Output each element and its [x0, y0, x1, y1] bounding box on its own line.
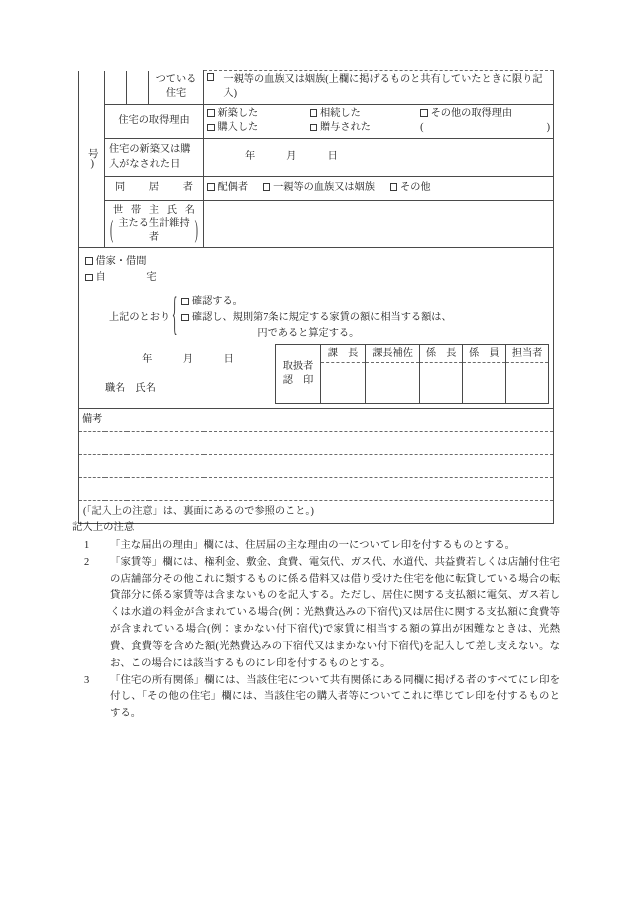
seal-title-line1: 取扱者: [282, 361, 314, 373]
confirm-option-1[interactable]: [181, 294, 451, 310]
confirm-line3-label: 円であると算定する。: [257, 327, 360, 339]
date-month-label: 月: [286, 151, 297, 163]
householder-sub-label: 主たる生計維持者: [118, 218, 190, 243]
seal-title-line2: 認 印: [282, 374, 314, 386]
table-row-acquisition-reason: [79, 104, 554, 139]
table-row-owned-residence: [79, 71, 554, 105]
checkbox-cohabitant-relative[interactable]: [263, 183, 271, 191]
seal-cell-person-in-charge[interactable]: [506, 363, 549, 404]
seal-cell-staff[interactable]: [463, 363, 506, 404]
checkbox-rental-house[interactable]: [85, 257, 93, 265]
other-reason-free-text[interactable]: [420, 121, 550, 136]
option-label-cohabitant-other: その他: [400, 181, 431, 193]
note-number-1: 1: [84, 539, 90, 551]
brace-glyph: {: [171, 290, 178, 342]
declaration-name-line[interactable]: 職名 氏名: [105, 383, 156, 395]
cohabitant-label: 同 居 者: [105, 176, 204, 200]
declaration-cell: [79, 247, 554, 408]
ownership-option-own[interactable]: [85, 270, 549, 285]
checkbox-own-house[interactable]: [85, 274, 93, 282]
note-text-2: 「家賃等」欄には、権利金、敷金、食費、電気代、ガス代、水道代、共益費若しくは店舗付住宅の店舗部分その他これに類するものに係る借料又は借り受けた住宅を他に転貸している場合の転貸部分に係る家賃等は含まないものを記入する。ただし、居住に関する支払額に電気、ガス若しくは水道の料金が含まれている場合(例：光熱費込みの下宿代)又は居住に関する支払額に食費等が含まれている場合(例：まかない付下宿代)で家賃に相当する額の算出が困難なときは、光熱費、食費等を含めた額(光熱費込みの下宿代又はまかない付下宿代)を記入して差し支えない。なお、この場合には該当するものにレ印を付するものとする。: [110, 556, 560, 669]
checkbox-inherited[interactable]: [310, 109, 318, 117]
checkbox-cohabitant-other[interactable]: [390, 183, 398, 191]
cohabitant-options-cell: [204, 176, 554, 200]
note-number-3: 3: [84, 674, 90, 686]
confirm-line2-label: 確認し、規則第7条に規定する家賃の額に相当する額は、: [191, 312, 452, 324]
owned-residence-option-cell: [204, 71, 554, 105]
spacer-col-1: [105, 71, 127, 105]
checkbox-gifted[interactable]: [310, 124, 318, 132]
note-text-1: 「主な届出の理由」欄には、住居届の主な理由の一についてレ印を付するものとする。: [110, 539, 516, 551]
note-text-3: 「住宅の所有関係」欄には、当該住宅について共有関係にある同欄に掲げる者のすべてにレ印を付し、「その他の住宅」欄には、当該住宅の購入者等についてこれに準じてレ印を付するものとする。: [110, 674, 560, 720]
seal-cell-section-chief[interactable]: [321, 363, 366, 404]
confirmation-block: [109, 290, 549, 342]
acquisition-date-label: 住宅の新築又は購入がなされた日: [105, 139, 204, 177]
acquisition-reason-options-cell: [204, 104, 554, 139]
paren-close: ): [546, 122, 550, 134]
checkbox-confirm-rent-amount[interactable]: [181, 314, 189, 322]
checkbox-newly-built[interactable]: [207, 109, 215, 117]
seal-cell-unit-chief[interactable]: [420, 363, 463, 404]
decl-date-day-label: 日: [223, 353, 234, 365]
seal-header-row: [276, 344, 549, 362]
date-day-label: 日: [327, 151, 338, 163]
householder-label: 世 帯 主 氏 名: [113, 204, 195, 216]
continued-fragment-label: 号): [86, 147, 98, 170]
table-row-remarks-line-1: [79, 432, 554, 455]
table-row-remarks-line-3: [79, 478, 554, 501]
seal-col-header-unit-chief: 係 長: [420, 344, 463, 362]
confirm-option-2[interactable]: [181, 310, 451, 326]
paren-open: (: [420, 122, 424, 134]
notification-form-table: [78, 70, 553, 524]
confirmation-lines: [181, 294, 451, 341]
table-row-remarks-line-2: [79, 455, 554, 478]
table-row-declaration: [79, 247, 554, 408]
seal-col-header-staff: 係 員: [463, 344, 506, 362]
checkbox-confirm-simple[interactable]: [181, 298, 189, 306]
householder-label-cell: [105, 200, 204, 247]
seal-col-header-person-in-charge: 担当者: [506, 344, 549, 362]
option-label-other-reason: その他の取得理由: [430, 107, 513, 119]
checkbox-other-reason[interactable]: [420, 109, 428, 117]
remarks-input-line-2[interactable]: [79, 455, 554, 478]
option-label-gifted: 贈与された: [320, 122, 371, 134]
confirm-line3: [181, 326, 451, 342]
seal-title-cell: [276, 344, 321, 403]
remarks-label: 備考: [79, 409, 554, 432]
note-item-2: [84, 555, 560, 673]
footer-notice: (「記入上の注意」は、裏面にあるので参照のこと。): [79, 501, 554, 524]
owned-residence-label: つている住宅: [149, 71, 204, 105]
option-label-own-house: 自 宅: [95, 272, 157, 284]
table-row-householder: [79, 200, 554, 247]
spacer-col-2: [127, 71, 149, 105]
option-label-purchased: 購入した: [217, 122, 259, 134]
approval-seal-table: [275, 344, 549, 404]
brace-left-glyph: (: [110, 216, 114, 245]
option-label-inherited: 相続した: [320, 107, 361, 119]
table-row-remarks-label: [79, 409, 554, 432]
option-label-relative: 一親等の血族又は姻族: [273, 181, 375, 193]
option-label-rental-house: 借家・借間: [95, 255, 147, 267]
acquisition-date-value-cell[interactable]: [204, 139, 554, 177]
form-grid: [78, 70, 554, 524]
table-row-acquisition-date: [79, 139, 554, 177]
checkbox-cohabitant-spouse[interactable]: [207, 183, 215, 191]
householder-name-input[interactable]: [204, 200, 554, 247]
date-year-label: 年: [245, 151, 256, 163]
checkbox-purchased[interactable]: [207, 124, 215, 132]
ownership-options: [85, 254, 549, 286]
option-label-spouse: 配偶者: [217, 181, 249, 193]
ownership-option-rental[interactable]: [85, 254, 549, 269]
checkbox-owned-residence-relative[interactable]: [207, 73, 214, 81]
confirm-line1-label: 確認する。: [191, 296, 243, 308]
acquisition-reason-label: 住宅の取得理由: [105, 104, 204, 139]
declaration-date-line[interactable]: [83, 352, 275, 367]
decl-date-month-label: 月: [182, 353, 194, 365]
acquisition-reason-options-line2: [207, 121, 550, 136]
continued-fragment-cell: [79, 71, 105, 248]
remarks-input-line-3[interactable]: [79, 478, 554, 501]
signature-area: [83, 344, 275, 404]
option-label-newly-built: 新築した: [217, 107, 259, 119]
note-item-1: [84, 538, 560, 555]
brace-right-glyph: ): [194, 216, 198, 245]
note-number-2: 2: [84, 556, 90, 568]
seal-cell-deputy-chief[interactable]: [366, 363, 420, 404]
filling-instructions-section: [68, 520, 560, 723]
owned-residence-option-label: 一親等の血族又は姻族(上欄に掲げるものと共有していたときに限り記入): [223, 74, 543, 100]
signature-and-seal-row: [83, 344, 549, 404]
householder-sub-label-wrap: [109, 217, 199, 244]
seal-col-header-section-chief: 課 長: [321, 344, 366, 362]
as-above-label: 上記のとおり: [109, 312, 171, 324]
note-item-3: [84, 673, 560, 724]
table-row-cohabitant: [79, 176, 554, 200]
acquisition-reason-options-line1: [207, 107, 550, 122]
seal-col-header-deputy-chief: 課長補佐: [366, 344, 420, 362]
declaration-block: [79, 248, 553, 408]
filling-instructions-heading: 記入上の注意: [72, 522, 135, 533]
decl-date-year-label: 年: [142, 353, 153, 365]
remarks-input-line-1[interactable]: [79, 432, 554, 455]
